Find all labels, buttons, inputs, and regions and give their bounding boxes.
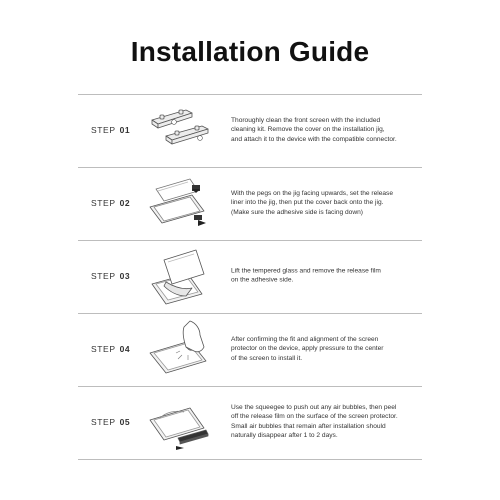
step-02 <box>78 167 422 239</box>
step-label: STEP 05 <box>91 417 131 427</box>
liner-into-jig-icon <box>146 171 228 235</box>
peel-film-icon <box>146 244 228 308</box>
step-label: STEP 04 <box>91 344 131 354</box>
press-screen-icon <box>146 317 228 381</box>
step-label: STEP 01 <box>91 125 131 135</box>
step-label: STEP 03 <box>91 271 131 281</box>
step-description: Lift the tempered glass and remove the release film on the adhesive side. <box>231 267 381 284</box>
step-01 <box>78 94 422 166</box>
step-03 <box>78 240 422 312</box>
step-description: Thoroughly clean the front screen with the included cleaning kit. Remove the cover on the installation jig, and attach it to the device with the compatible connector. <box>231 116 397 143</box>
squeegee-icon <box>146 390 228 454</box>
step-label: STEP 02 <box>91 198 131 208</box>
divider <box>78 459 422 460</box>
step-description: With the pegs on the jig facing upwards, set the release liner into the jig, then put the cover back onto the jig. (Make sure the adhesive side is facing down) <box>231 189 394 216</box>
step-description: After confirming the fit and alignment of the screen protector on the device, apply pressure to the center of the screen to install it. <box>231 335 384 362</box>
step-04 <box>78 313 422 385</box>
jig-parts-icon <box>146 98 228 162</box>
step-05 <box>78 386 422 458</box>
step-description: Use the squeegee to push out any air bubbles, then peel off the release film on the surface of the screen protector. Small air bubbles that remain after installation should naturally disappear after 1 to 2 days. <box>231 404 398 440</box>
page-title: Installation Guide <box>130 36 370 67</box>
